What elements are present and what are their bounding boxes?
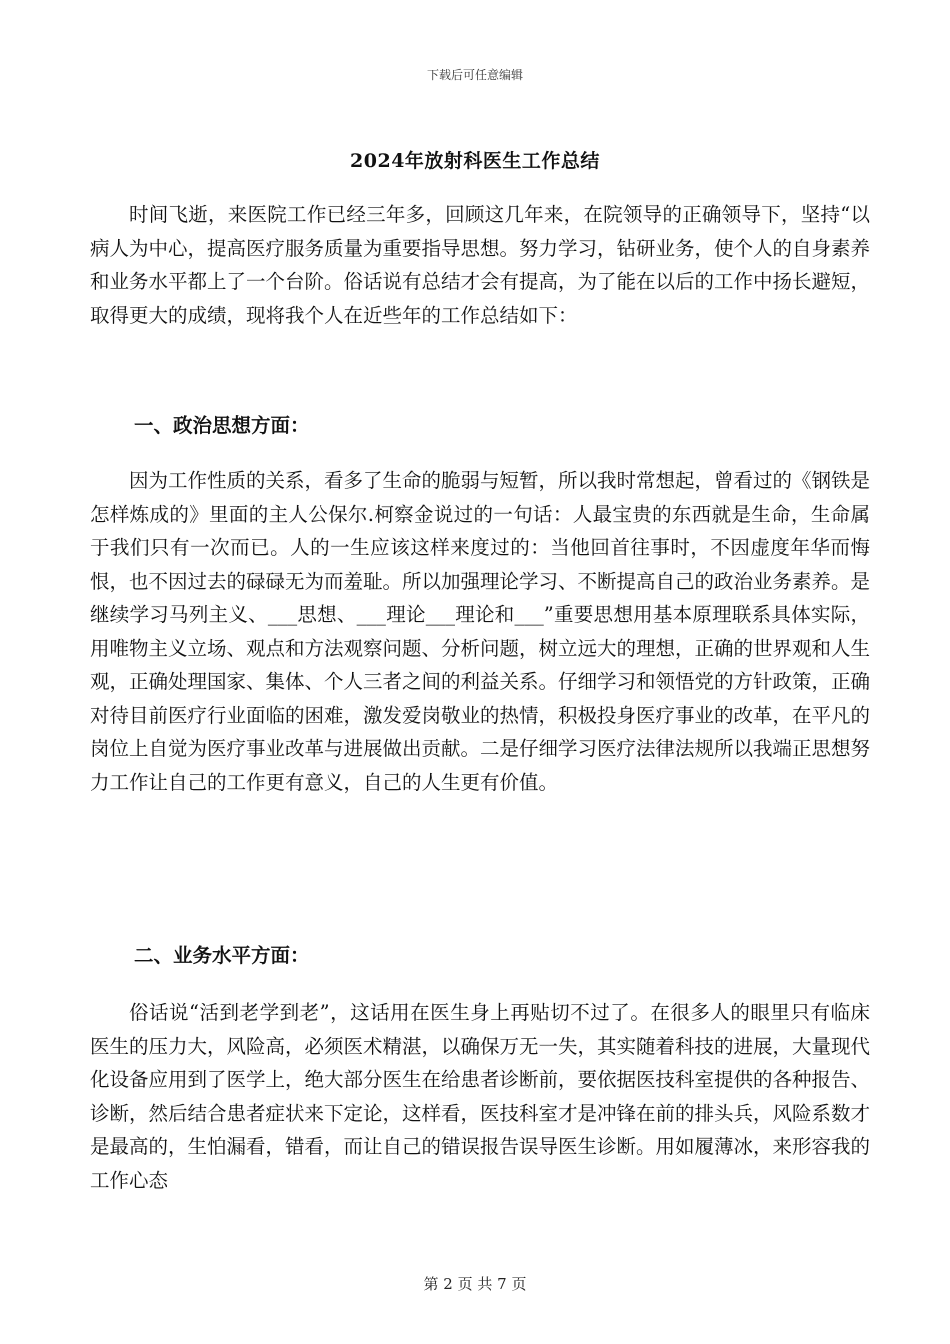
section2-paragraph: 俗话说“活到老学到老”，这话用在医生身上再贴切不过了。在很多人的眼里只有临床医生的压力大，风险高，必须医术精湛，以确保万无一失，其实随着科技的进展，大量现代化设备应用到了医学上，绝大部分医生在给患者诊断前，要依据医技科室提供的各种报告、诊断，然后结合患者症状来下定论，这样看，医技科室才是冲锋在前的排头兵，风险系数才是最高的，生怕漏看，错看，而让自己的错误报告误导医生诊断。用如履薄冰，来形容我的工作心态 [90,1001,871,1192]
section1-heading: 一、政治思想方面： [134,414,310,437]
page-number-footer: 第 2 页 共 7 页 [423,1275,527,1293]
page-header-note: 下载后可任意编辑 [426,68,523,82]
intro-paragraph-block [90,198,870,332]
section1-paragraph: 因为工作性质的关系，看多了生命的脆弱与短暂，所以我时常想起，曾看过的《钢铁是怎样炼成的》里面的主人公保尔.柯察金说过的一句话：人最宝贵的东西就是生命，生命属于我们只有一次而已。人的一生应该这样来度过的：当他回首往事时，不因虚度年华而悔恨，也不因过去的碌碌无为而羞耻。所以加强理论学习、不断提高自己的政治业务素养。是继续学习马列主义、___思想、___理论___理论和___”重要思想用基本原理联系具体实际，用唯物主义立场、观点和方法观察问题、分析问题，树立远大的理想，正确的世界观和人生观，正确处理国家、集体、个人三者之间的利益关系。仔细学习和领悟党的方针政策，正确对待目前医疗行业面临的困难，激发爱岗敬业的热情，积极投身医疗事业的改革，在平凡的岗位上自觉为医疗事业改革与进展做出贡献。二是仔细学习医疗法律法规所以我端正思想努力工作让自己的工作更有意义，自己的人生更有价值。 [90,469,871,794]
section2-heading: 二、业务水平方面： [134,944,310,967]
section2-body-block [90,996,870,1197]
document-title: 2024年放射科医生工作总结 [350,150,600,172]
intro-paragraph: 时间飞逝，来医院工作已经三年多，回顾这几年来，在院领导的正确领导下，坚持“以病人为中心，提高医疗服务质量为重要指导思想。努力学习，钻研业务，使个人的自身素养和业务水平都上了一个台阶。俗话说有总结才会有提高，为了能在以后的工作中扬长避短，取得更大的成绩，现将我个人在近些年的工作总结如下： [90,203,871,327]
section1-body-block [90,464,870,799]
